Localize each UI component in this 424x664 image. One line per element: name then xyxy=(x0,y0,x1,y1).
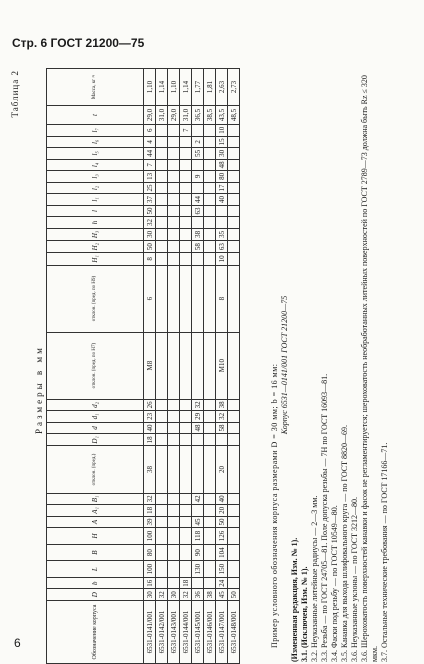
table-cell: 104 xyxy=(216,544,228,561)
table-cell xyxy=(156,194,168,206)
table-cell: 1,14 xyxy=(156,69,168,106)
table-cell xyxy=(228,136,240,148)
table-cell: 50 xyxy=(228,589,240,601)
table-cell: 16 xyxy=(144,577,156,589)
table-cell xyxy=(192,159,204,171)
table-cell: 6 xyxy=(144,265,156,332)
table-cell xyxy=(228,241,240,253)
table-cell xyxy=(228,411,240,423)
table-cell xyxy=(180,265,192,332)
note-3-4: 3.4. Фаски под резьбу — по ГОСТ 10549—80. xyxy=(330,505,339,662)
table-cell xyxy=(168,493,180,505)
column-header: A xyxy=(47,516,144,528)
table-cell: 38 xyxy=(204,589,216,601)
table-cell: 31,0 xyxy=(180,105,192,124)
table-cell xyxy=(156,205,168,217)
table-cell xyxy=(168,399,180,411)
table-cell: 25 xyxy=(144,182,156,194)
table-cell xyxy=(180,182,192,194)
column-header: H₂ xyxy=(47,241,144,253)
column-header: l₄ xyxy=(47,159,144,171)
table-row xyxy=(180,69,192,664)
table-cell xyxy=(180,544,192,561)
column-header: l₅ xyxy=(47,148,144,160)
table-cell: 17 xyxy=(216,182,228,194)
table-cell xyxy=(204,332,216,399)
table-cell xyxy=(228,493,240,505)
table-row xyxy=(144,69,156,664)
table-cell xyxy=(204,493,216,505)
table-cell xyxy=(180,411,192,423)
table-cell xyxy=(156,159,168,171)
rotated-content xyxy=(8,64,412,664)
table-cell xyxy=(204,561,216,578)
table-cell xyxy=(180,148,192,160)
table-row xyxy=(228,69,240,664)
table-cell xyxy=(168,446,180,493)
table-cell: 2,73 xyxy=(228,69,240,106)
table-cell xyxy=(156,577,168,589)
table-cell xyxy=(168,265,180,332)
table-cell xyxy=(168,422,180,434)
column-header: отклон. (пред.) xyxy=(47,446,144,493)
note-3-7: 3.7. Остальные технические требования — по ГОСТ 17166—71. xyxy=(380,442,389,662)
table-cell xyxy=(192,253,204,265)
table-cell: 32 xyxy=(180,589,192,601)
table-cell xyxy=(228,505,240,517)
column-header: L xyxy=(47,561,144,578)
table-body xyxy=(144,69,240,664)
table-cell xyxy=(216,217,228,229)
table-cell: 45 xyxy=(192,516,204,528)
table-cell xyxy=(204,241,216,253)
table-cell xyxy=(228,561,240,578)
note-3-6b: 3.6. Шероховатость поверхностей канавки и фасок не регламентируется; шероховатость необработанных литейных поверхностей по ГОСТ 2789—73 должна быть Rz ≤ 320 мкм. xyxy=(360,75,379,662)
table-cell: 63 xyxy=(192,205,204,217)
table-cell: 37 xyxy=(144,194,156,206)
table-cell xyxy=(228,228,240,240)
table-cell: 63 xyxy=(216,241,228,253)
table-cell xyxy=(204,171,216,183)
table-cell xyxy=(180,253,192,265)
table-cell: 1,10 xyxy=(144,69,156,106)
table-cell xyxy=(156,516,168,528)
table-cell: 30 xyxy=(144,228,156,240)
table-cell xyxy=(156,493,168,505)
table-cell xyxy=(156,434,168,446)
example-code: Корпус 6531—0141/001 ГОСТ 21200—75 xyxy=(280,295,289,435)
amendment-note: (Измененная редакция, Изм. № 1). xyxy=(290,537,299,662)
table-cell xyxy=(204,205,216,217)
table-cell xyxy=(228,332,240,399)
table-cell: 30 xyxy=(216,148,228,160)
table-cell xyxy=(180,332,192,399)
table-cell xyxy=(156,528,168,545)
table-row xyxy=(168,69,180,664)
column-header: Масса, кг ≈ xyxy=(47,69,144,106)
table-cell: 100 xyxy=(144,528,156,545)
table-row xyxy=(192,69,204,664)
table-cell: 1,14 xyxy=(180,69,192,106)
table-cell xyxy=(180,516,192,528)
table-cell xyxy=(228,528,240,545)
table-cell: 50 xyxy=(144,205,156,217)
table-cell: 55 xyxy=(192,148,204,160)
table-cell: 48,5 xyxy=(228,105,240,124)
column-header: отклон. (пред. по H9) xyxy=(47,265,144,332)
table-cell xyxy=(156,125,168,137)
table-cell xyxy=(192,505,204,517)
table-cell: 50 xyxy=(144,241,156,253)
table-cell xyxy=(204,399,216,411)
table-cell xyxy=(180,159,192,171)
table-cell xyxy=(180,446,192,493)
table-cell xyxy=(204,505,216,517)
column-header: H xyxy=(47,528,144,545)
table-cell: 32 xyxy=(216,411,228,423)
column-header: D xyxy=(47,589,144,601)
column-header: l₆ xyxy=(47,136,144,148)
table-cell xyxy=(156,561,168,578)
table-cell xyxy=(168,217,180,229)
table-cell xyxy=(228,446,240,493)
table-cell xyxy=(204,182,216,194)
table-row xyxy=(156,69,168,664)
column-header: H₁ xyxy=(47,253,144,265)
table-cell xyxy=(204,265,216,332)
table-cell: 1,81 xyxy=(204,69,216,106)
table-cell xyxy=(192,577,204,589)
table-cell xyxy=(216,434,228,446)
table-cell xyxy=(156,446,168,493)
table-cell: 6531-0147/001 xyxy=(216,601,228,664)
table-cell xyxy=(204,194,216,206)
table-cell: 6531-0144/001 xyxy=(180,601,192,664)
table-cell: 90 xyxy=(192,544,204,561)
table-cell xyxy=(156,544,168,561)
table-cell: 118 xyxy=(192,528,204,545)
table-cell: 6531-0146/001 xyxy=(204,601,216,664)
example-line: Пример условного обозначения корпуса размерами D = 30 мм; b = 16 мм: xyxy=(270,363,279,648)
table-cell: 29,0 xyxy=(168,105,180,124)
table-cell xyxy=(156,228,168,240)
table-cell: 18 xyxy=(144,434,156,446)
table-cell xyxy=(156,171,168,183)
column-header: d₂ xyxy=(47,399,144,411)
table-cell xyxy=(168,194,180,206)
column-header: d xyxy=(47,422,144,434)
table-cell xyxy=(180,561,192,578)
table-cell: 7 xyxy=(180,125,192,137)
table-cell: 6531-0142/001 xyxy=(156,601,168,664)
table-cell: 6 xyxy=(144,125,156,137)
table-cell: 45 xyxy=(216,589,228,601)
table-cell: 20 xyxy=(216,446,228,493)
table-cell: 38 xyxy=(216,399,228,411)
table-cell xyxy=(204,422,216,434)
table-cell: 150 xyxy=(216,561,228,578)
table-cell xyxy=(156,217,168,229)
table-cell xyxy=(204,217,216,229)
table-cell xyxy=(204,159,216,171)
table-cell: 4 xyxy=(144,136,156,148)
table-cell xyxy=(180,205,192,217)
table-cell: 40 xyxy=(216,194,228,206)
table-cell: 30 xyxy=(168,589,180,601)
table-cell xyxy=(168,434,180,446)
column-header: b xyxy=(47,577,144,589)
table-cell: 44 xyxy=(192,194,204,206)
table-cell: М10 xyxy=(216,332,228,399)
table-cell xyxy=(168,136,180,148)
table-cell: 100 xyxy=(144,561,156,578)
table-cell: 32 xyxy=(144,217,156,229)
table-cell: 23 xyxy=(144,411,156,423)
note-3-3: 3.3. Резьба — по ГОСТ 24705—81. Поле допуска резьбы — 7Н по ГОСТ 16093—81. xyxy=(320,373,329,662)
table-cell xyxy=(228,159,240,171)
table-cell xyxy=(156,411,168,423)
table-cell: 58 xyxy=(216,422,228,434)
table-caption: Таблица 2 xyxy=(10,70,20,118)
table-cell xyxy=(168,159,180,171)
dimensions-header: Размеры в мм xyxy=(34,345,44,434)
table-cell xyxy=(168,544,180,561)
table-cell xyxy=(228,516,240,528)
table-cell xyxy=(156,241,168,253)
table-cell xyxy=(228,253,240,265)
table-cell: 26 xyxy=(144,399,156,411)
table-cell xyxy=(204,136,216,148)
table-cell: 43,5 xyxy=(216,105,228,124)
table-cell: 130 xyxy=(192,561,204,578)
table-cell xyxy=(192,434,204,446)
table-cell: 1,77 xyxy=(192,69,204,106)
table-cell: 32 xyxy=(192,399,204,411)
table-cell xyxy=(156,265,168,332)
table-cell xyxy=(168,125,180,137)
note-3-2: 3.2. Неуказанные литейные радиусы — 2—3 мм. xyxy=(310,495,319,662)
table-row xyxy=(216,69,228,664)
table-cell: 50 xyxy=(216,516,228,528)
table-cell: 8 xyxy=(144,253,156,265)
table-cell xyxy=(192,182,204,194)
table-cell xyxy=(168,228,180,240)
table-cell: 24 xyxy=(216,577,228,589)
table-cell: 32 xyxy=(156,589,168,601)
table-cell: 42 xyxy=(192,493,204,505)
column-header: D₁ xyxy=(47,434,144,446)
table-cell: 38,5 xyxy=(204,105,216,124)
table-cell xyxy=(168,253,180,265)
table-cell xyxy=(180,217,192,229)
table-cell xyxy=(192,332,204,399)
table-cell xyxy=(156,148,168,160)
table-cell xyxy=(216,205,228,217)
table-cell xyxy=(180,493,192,505)
table-cell xyxy=(168,241,180,253)
table-cell xyxy=(168,577,180,589)
table-cell: 40 xyxy=(216,493,228,505)
table-cell: М8 xyxy=(144,332,156,399)
table-cell: 15 xyxy=(216,136,228,148)
table-row xyxy=(204,69,216,664)
table-cell xyxy=(228,544,240,561)
table-cell xyxy=(192,217,204,229)
column-header: Обозначение корпуса xyxy=(47,601,144,664)
column-header: h xyxy=(47,217,144,229)
table-cell xyxy=(180,505,192,517)
table-cell xyxy=(168,505,180,517)
table-header-row xyxy=(47,69,144,664)
table-cell: 20 xyxy=(216,505,228,517)
column-header: l xyxy=(47,205,144,217)
table-cell: 58 xyxy=(192,241,204,253)
note-3-1: 3.1. (Исключен, Изм. № 1). xyxy=(300,566,309,662)
table-cell: 80 xyxy=(144,544,156,561)
table-cell xyxy=(180,241,192,253)
table-cell: 48 xyxy=(216,159,228,171)
table-cell: 18 xyxy=(144,505,156,517)
table-cell xyxy=(204,434,216,446)
note-3-6: 3.6. Неуказанные уклоны — по ГОСТ 3212—80. xyxy=(350,497,359,662)
column-header: l₃ xyxy=(47,171,144,183)
table-cell xyxy=(192,125,204,137)
table-cell: 126 xyxy=(216,528,228,545)
table-cell: 35 xyxy=(216,228,228,240)
table-cell xyxy=(156,422,168,434)
table-cell xyxy=(168,148,180,160)
column-header: B xyxy=(47,544,144,561)
table-cell xyxy=(228,434,240,446)
table-cell xyxy=(168,411,180,423)
table-cell xyxy=(180,194,192,206)
page-number: 6 xyxy=(14,636,21,650)
table-cell: 40 xyxy=(144,422,156,434)
table-cell: 48 xyxy=(192,422,204,434)
table-cell xyxy=(180,422,192,434)
table-cell xyxy=(204,528,216,545)
table-cell xyxy=(204,577,216,589)
column-header: B₁ xyxy=(47,493,144,505)
table-cell: 29 xyxy=(192,411,204,423)
table-cell: 44 xyxy=(144,148,156,160)
table-cell: 8 xyxy=(216,265,228,332)
table-cell xyxy=(204,253,216,265)
table-cell xyxy=(204,411,216,423)
page-header: Стр. 6 ГОСТ 21200—75 xyxy=(12,36,145,50)
table-cell: 13 xyxy=(144,171,156,183)
table-cell xyxy=(156,136,168,148)
table-cell: 18 xyxy=(180,577,192,589)
table-cell: 38 xyxy=(144,446,156,493)
table-cell: 2,63 xyxy=(216,69,228,106)
table-cell: 38 xyxy=(192,228,204,240)
table-cell xyxy=(228,399,240,411)
table-cell: 10 xyxy=(216,253,228,265)
table-cell xyxy=(168,528,180,545)
table-cell xyxy=(180,528,192,545)
column-header: l₂ xyxy=(47,182,144,194)
table-cell: 2 xyxy=(192,136,204,148)
table-cell: 32 xyxy=(144,493,156,505)
table-cell xyxy=(204,148,216,160)
table-cell xyxy=(156,505,168,517)
table-cell xyxy=(168,171,180,183)
table-cell: 31,0 xyxy=(156,105,168,124)
table-cell xyxy=(204,446,216,493)
table-cell xyxy=(168,182,180,194)
table-cell xyxy=(228,577,240,589)
notes xyxy=(270,68,390,662)
table-cell: 30 xyxy=(144,589,156,601)
table-cell xyxy=(204,228,216,240)
column-header: d₁ xyxy=(47,411,144,423)
table-cell xyxy=(168,205,180,217)
table-cell xyxy=(228,265,240,332)
table-cell xyxy=(168,561,180,578)
table-cell: 1,10 xyxy=(168,69,180,106)
table-cell xyxy=(228,217,240,229)
table-cell xyxy=(228,194,240,206)
table-cell xyxy=(204,544,216,561)
table-cell: 6531-0143/001 xyxy=(168,601,180,664)
column-header: l₁ xyxy=(47,194,144,206)
table-cell: 80 xyxy=(216,171,228,183)
table-cell: 36 xyxy=(192,589,204,601)
column-header: l₇ xyxy=(47,125,144,137)
table-cell xyxy=(156,399,168,411)
column-header: t xyxy=(47,105,144,124)
table-cell xyxy=(228,148,240,160)
column-header: отклон. (пред. по H7) xyxy=(47,332,144,399)
column-header: A₁ xyxy=(47,505,144,517)
dimensions-table xyxy=(46,68,240,664)
table-cell xyxy=(168,332,180,399)
column-header: H₃ xyxy=(47,228,144,240)
table-cell xyxy=(156,182,168,194)
table-cell: 6531-0145/001 xyxy=(192,601,204,664)
note-3-5: 3.5. Канавка для выхода шлифовального круга — по ГОСТ 8820—69. xyxy=(340,424,349,662)
table-cell xyxy=(204,516,216,528)
table-cell xyxy=(228,125,240,137)
table-cell xyxy=(180,228,192,240)
table-cell xyxy=(228,171,240,183)
table-cell: 29,0 xyxy=(144,105,156,124)
table-cell xyxy=(204,125,216,137)
table-cell xyxy=(228,422,240,434)
table-cell xyxy=(180,136,192,148)
table-cell: 39 xyxy=(144,516,156,528)
table-cell: 6531-0141/001 xyxy=(144,601,156,664)
table-cell: 7 xyxy=(144,159,156,171)
table-cell: 36,5 xyxy=(192,105,204,124)
table-cell xyxy=(228,182,240,194)
table-cell xyxy=(156,253,168,265)
table-cell: 9 xyxy=(192,171,204,183)
table-cell xyxy=(192,265,204,332)
table-cell xyxy=(180,171,192,183)
table-cell xyxy=(180,434,192,446)
table-cell xyxy=(180,399,192,411)
table-cell xyxy=(192,446,204,493)
table-cell xyxy=(228,205,240,217)
table-cell xyxy=(168,516,180,528)
table-cell: 10 xyxy=(216,125,228,137)
table-cell: 6531-0148/001 xyxy=(228,601,240,664)
table-cell xyxy=(156,332,168,399)
